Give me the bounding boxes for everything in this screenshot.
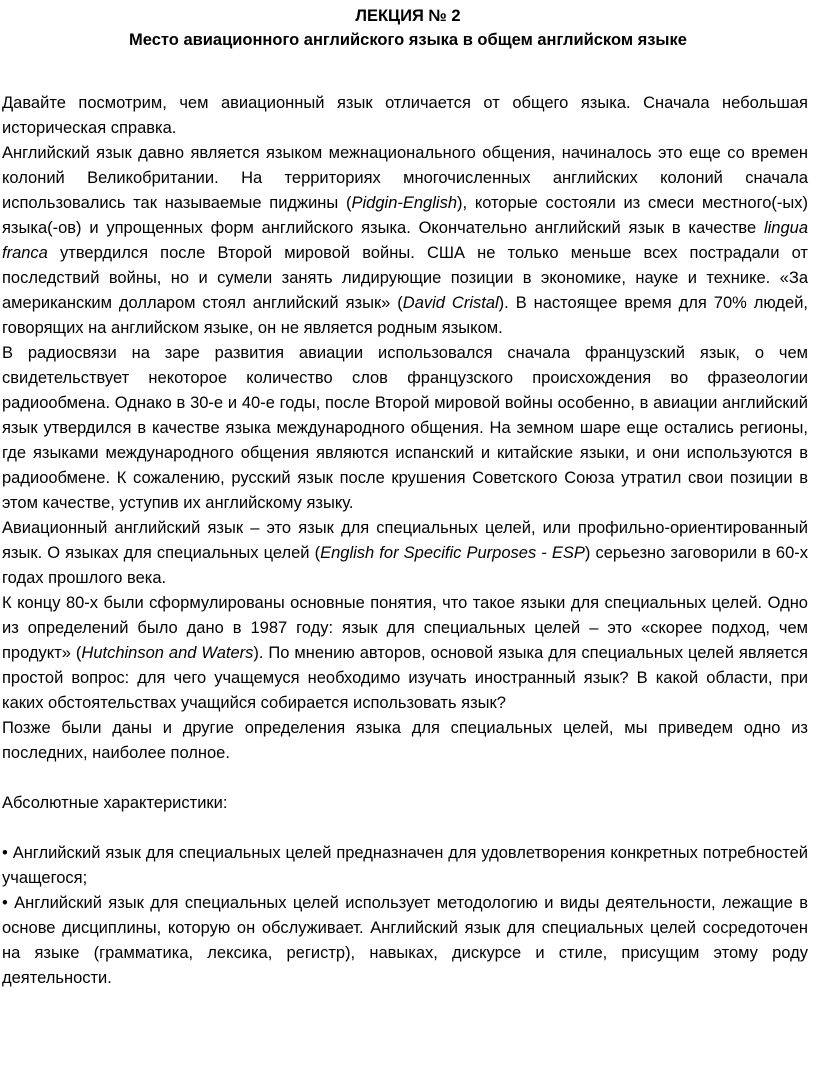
paragraph-history-text-4: ). В настоящее время для 70% людей, говорящих на английском языке, он не является родным языком.	[2, 294, 809, 337]
lecture-subtitle: Место авиационного английского языка в общем английском языке	[129, 31, 687, 49]
paragraph-definition	[2, 591, 808, 716]
paragraph-characteristics-heading: Абсолютные характеристики:	[2, 794, 228, 812]
bullet-item-methodology: • Английский язык для специальных целей использует методологию и виды деятельности, лежащие в основе дисциплины, которую он обслуживает. Английский язык для специальных целей сосредоточен на языке (грамматика, лексика, регистр), навыках, дискурсе и стиле, присущим этому роду деятельности.	[2, 894, 808, 987]
blank-line	[2, 816, 808, 841]
paragraph-history-text-2: ), которые состояли из смеси местного(-ых) языка(-ов) и упрощенных форм английского языка. Окончательно английский язык в качестве	[2, 194, 809, 237]
paragraph-later-definitions: Позже были даны и другие определения языка для специальных целей, мы приведем одно из последних, наиболее полное.	[2, 719, 808, 762]
bullet-item-needs: • Английский язык для специальных целей предназначен для удовлетворения конкретных потребностей учащегося;	[2, 844, 808, 887]
paragraph-history	[2, 141, 808, 341]
term-esp: English for Specific Purposes - ESP	[320, 544, 585, 562]
blank-line	[2, 766, 808, 791]
term-lingua-franca: lingua franca	[2, 219, 808, 262]
lecture-title: ЛЕКЦИЯ № 2	[355, 7, 461, 25]
paragraph-definition-text-1: К концу 80-х были сформулированы основные понятия, что такое языки для специальных целей. Одно из определений было дано в 1987 году: язык для специальных целей – это «скорее подход, чем продукт» (	[2, 594, 808, 662]
paragraph-intro: Давайте посмотрим, чем авиационный язык отличается от общего языка. Сначала небольшая историческая справка.	[2, 94, 808, 137]
paragraph-esp	[2, 516, 808, 591]
paragraph-definition-text-2: ). По мнению авторов, основой языка для специальных целей является простой вопрос: для чего учащемуся необходимо изучать иностранный язык? В какой области, при каких обстоятельствах учащийся собирается использовать язык?	[2, 644, 808, 712]
paragraph-history-text-1: Английский язык давно является языком межнационального общения, начиналось это еще со времен колоний Великобритании. На территориях многочисленных английских колоний сначала использовались так называемые пиджины (	[2, 144, 808, 212]
citation-david-cristal: David Cristal	[402, 294, 499, 312]
term-pidgin-english: Pidgin-English	[351, 194, 457, 212]
paragraph-history-text-3: утвердился после Второй мировой войны. США не только меньше всех пострадали от последствий войны, но и сумели занять лидирующие позиции в экономике, науке и технике. «За американским долларом стоял английский язык» (	[2, 244, 808, 312]
paragraph-esp-text-2: ) серьезно заговорили в 60-х годах прошлого века.	[2, 544, 808, 587]
citation-hutchinson-waters: Hutchinson and Waters	[81, 644, 254, 662]
paragraph-esp-text-1: Авиационный английский язык – это язык для специальных целей, или профильно-ориентированный язык. О языках для специальных целей (	[2, 519, 808, 562]
paragraph-radio: В радиосвязи на заре развития авиации использовался сначала французский язык, о чем свидетельствует некоторое количество слов французского происхождения во фразеологии радиообмена. Однако в 30-е и 40-е годы, после Второй мировой войны особенно, в авиации английский язык утвердился в качестве языка международного общения. На земном шаре еще остались регионы, где языками международного общения являются испанский и китайские языки, и они используются в радиообмене. К сожалению, русский язык после крушения Советского Союза утратил свои позиции в этом качестве, уступив их английскому языку.	[2, 344, 808, 512]
document-body	[2, 91, 808, 991]
